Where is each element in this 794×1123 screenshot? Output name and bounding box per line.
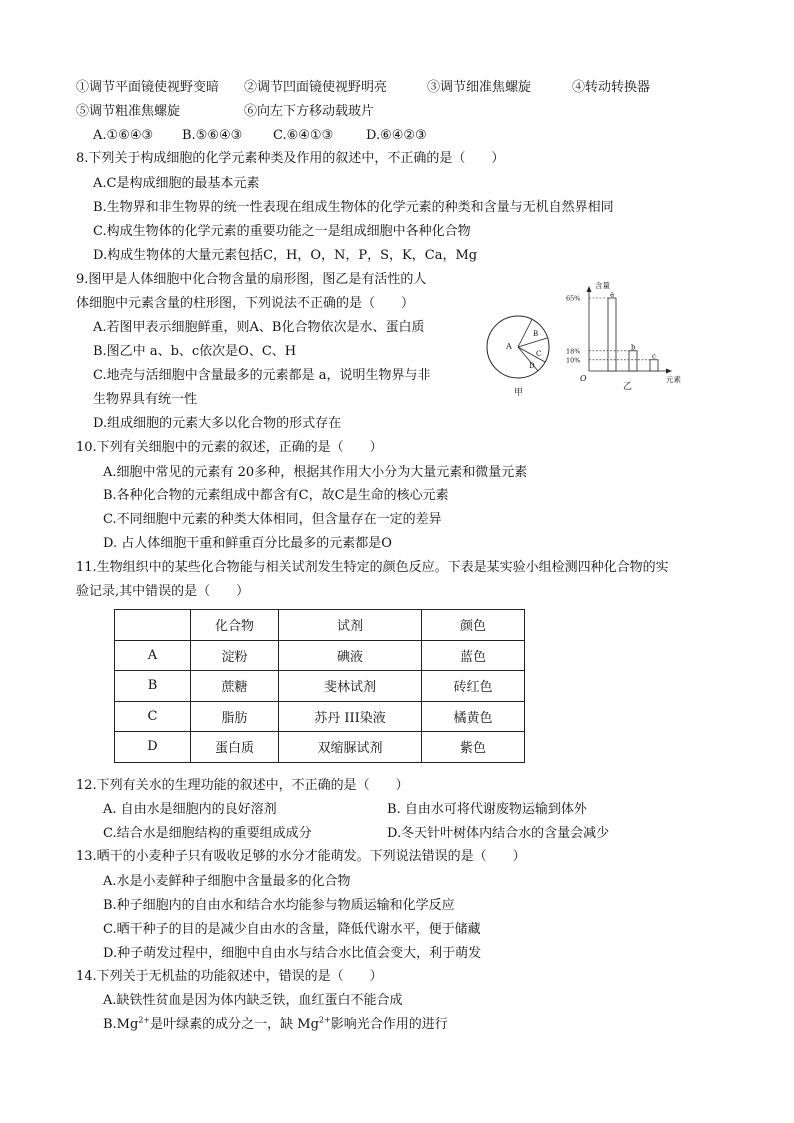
q9-option-a: A.若图甲表示细胞鲜重，则A、B化合物依次是水、蛋白质 [93, 320, 425, 335]
table-cell: 碘液 [279, 640, 422, 671]
pie-label-b: B [533, 330, 539, 338]
q14-option-a: A.缺铁性贫血是因为体内缺乏铁，血红蛋白不能合成 [103, 993, 403, 1008]
q12-option-b: B. 自由水可将代谢废物运输到体外 [387, 802, 587, 817]
table-cell: 脂肪 [191, 701, 279, 732]
table-row [115, 671, 525, 702]
y-axis-arrow [587, 286, 592, 292]
table-cell: A [115, 640, 191, 671]
experiment-table [114, 609, 525, 763]
table-cell: C [115, 701, 191, 732]
q14-b-part: 影响光合作用的进行 [330, 1017, 448, 1032]
y-tick-label: 18% [566, 347, 581, 356]
table-cell: 淀粉 [191, 640, 279, 671]
figure-jia-pie [486, 306, 566, 398]
q13-option-d: D.种子萌发过程中，细胞中自由水与结合水比值会变大，利于萌发 [103, 946, 482, 961]
option-3: ③调节细准焦螺旋 [427, 80, 532, 95]
table-header-cell: 试剂 [279, 610, 422, 641]
q12-option-a: A. 自由水是细胞内的良好溶剂 [103, 802, 277, 817]
table-cell: 蛋白质 [191, 732, 279, 763]
pie-label-d: D [529, 362, 535, 370]
table-cell: 紫色 [422, 732, 525, 763]
pie-label-a: A [506, 342, 512, 351]
q11-stem-2: 验记录,其中错误的是（ ） [76, 584, 250, 599]
x-axis-arrow [666, 369, 672, 374]
table-cell: B [115, 671, 191, 702]
q9-stem-2: 体细胞中元素含量的柱形图，下列说法不正确的是（ ） [76, 296, 415, 311]
q10-option-d: D. 占人体细胞干重和鲜重百分比最多的元素都是O [103, 536, 392, 551]
q14-option-b [103, 1017, 448, 1033]
q10-option-a: A.细胞中常见的元素有 20多种，根据其作用大小分为大量元素和微量元素 [103, 465, 528, 480]
q14-b-part: 是叶绿素的成分之一，缺 Mg [150, 1017, 319, 1032]
bar-b [629, 351, 637, 371]
q13-stem: 13.晒干的小麦种子只有吸收足够的水分才能萌发。下列说法错误的是（ ） [76, 849, 526, 864]
q10-option-c: C.不同细胞中元素的种类大体相同，但含量存在一定的差异 [103, 512, 442, 527]
q8-option-a: A.C是构成细胞的最基本元素 [93, 176, 260, 191]
q9-option-d: D.组成细胞的元素大多以化合物的形式存在 [93, 416, 342, 431]
y-axis-label: 含量 [595, 281, 610, 290]
choice-b: B.⑤⑥④③ [182, 128, 243, 143]
q12-option-d: D.冬天针叶树体内结合水的含量会减少 [387, 826, 610, 841]
choice-c: C.⑥④①③ [273, 128, 334, 143]
bar-label-a: a [610, 290, 615, 299]
bar-c [650, 360, 658, 371]
table-cell: 橘黄色 [422, 701, 525, 732]
table-row [115, 732, 525, 763]
q13-option-b: B.种子细胞内的自由水和结合水均能参与物质运输和化学反应 [103, 898, 455, 913]
table-header-cell [115, 610, 191, 641]
table-cell: 砖红色 [422, 671, 525, 702]
table-cell: D [115, 732, 191, 763]
q8-option-b: B.生物界和非生物界的统一性表现在组成生物体的化学元素的种类和含量与无机自然界相同 [93, 200, 614, 215]
q9-option-b: B.图乙中 a、b、c依次是O、C、H [93, 344, 297, 359]
origin-label: O [580, 374, 587, 383]
option-2: ②调节凹面镜使视野明亮 [244, 80, 388, 95]
q11-stem-1: 11.生物组织中的某些化合物能与相关试剂发生特定的颜色反应。下表是某实验小组检测四种化合物的实 [76, 560, 669, 575]
table-header-row [115, 610, 525, 641]
table-row [115, 701, 525, 732]
q12-option-c: C.结合水是细胞结构的重要组成成分 [103, 826, 312, 841]
table-cell: 斐林试剂 [279, 671, 422, 702]
superscript-charge: 2+ [318, 1015, 331, 1025]
table-header-cell: 颜色 [422, 610, 525, 641]
y-tick-label: 65% [566, 294, 581, 303]
choice-d: D.⑥④②③ [366, 128, 427, 143]
y-tick-label: 10% [566, 356, 581, 365]
q10-stem: 10.下列有关细胞中的元素的叙述，正确的是（ ） [76, 440, 383, 455]
q9-option-c-1: C.地壳与活细胞中含量最多的元素都是 a，说明生物界与非 [93, 368, 431, 383]
q10-option-b: B.各种化合物的元素组成中都含有C，故C是生命的核心元素 [103, 488, 449, 503]
option-4: ④转动转换器 [572, 80, 651, 95]
q13-option-a: A.水是小麦鲜种子细胞中含量最多的化合物 [103, 874, 351, 889]
q9-option-c-2: 生物界具有统一性 [93, 392, 198, 407]
q8-option-c: C.构成生物体的化学元素的重要功能之一是组成细胞中各种化合物 [93, 224, 471, 239]
table-cell: 蓝色 [422, 640, 525, 671]
table-row [115, 640, 525, 671]
pie-label-c: C [536, 350, 542, 358]
option-6: ⑥向左下方移动载玻片 [244, 104, 375, 119]
option-5: ⑤调节粗准焦螺旋 [76, 104, 181, 119]
table-cell: 蔗糖 [191, 671, 279, 702]
table-cell: 苏丹 III染液 [279, 701, 422, 732]
choice-a: A.①⑥④③ [93, 128, 154, 143]
q8-stem: 8.下列关于构成细胞的化学元素种类及作用的叙述中，不正确的是（ ） [76, 151, 505, 166]
bar-label-c: c [652, 352, 656, 361]
q13-option-c: C.晒干种子的目的是减少自由水的含量，降低代谢水平，便于储藏 [103, 922, 481, 937]
table-cell: 双缩脲试剂 [279, 732, 422, 763]
x-axis-label: 元素 [666, 375, 681, 384]
q9-stem-1: 9.图甲是人体细胞中化合物含量的扇形图，图乙是有活性的人 [76, 272, 427, 287]
q12-stem: 12.下列有关水的生理功能的叙述中，不正确的是（ ） [76, 778, 409, 793]
chart-caption: 乙 [623, 382, 633, 392]
q14-stem: 14.下列关于无机盐的功能叙述中，错误的是（ ） [76, 969, 383, 984]
superscript-charge: 2+ [138, 1015, 151, 1025]
bar-label-b: b [631, 343, 636, 352]
figure-yi-bar-chart [566, 278, 690, 394]
table-header-cell: 化合物 [191, 610, 279, 641]
q8-option-d: D.构成生物体的大量元素包括C，H，O，N，P，S，K，Ca，Mg [93, 248, 478, 263]
option-1: ①调节平面镜使视野变暗 [76, 80, 220, 95]
pie-caption: 甲 [514, 388, 524, 398]
q14-b-part: B.Mg [103, 1017, 139, 1032]
